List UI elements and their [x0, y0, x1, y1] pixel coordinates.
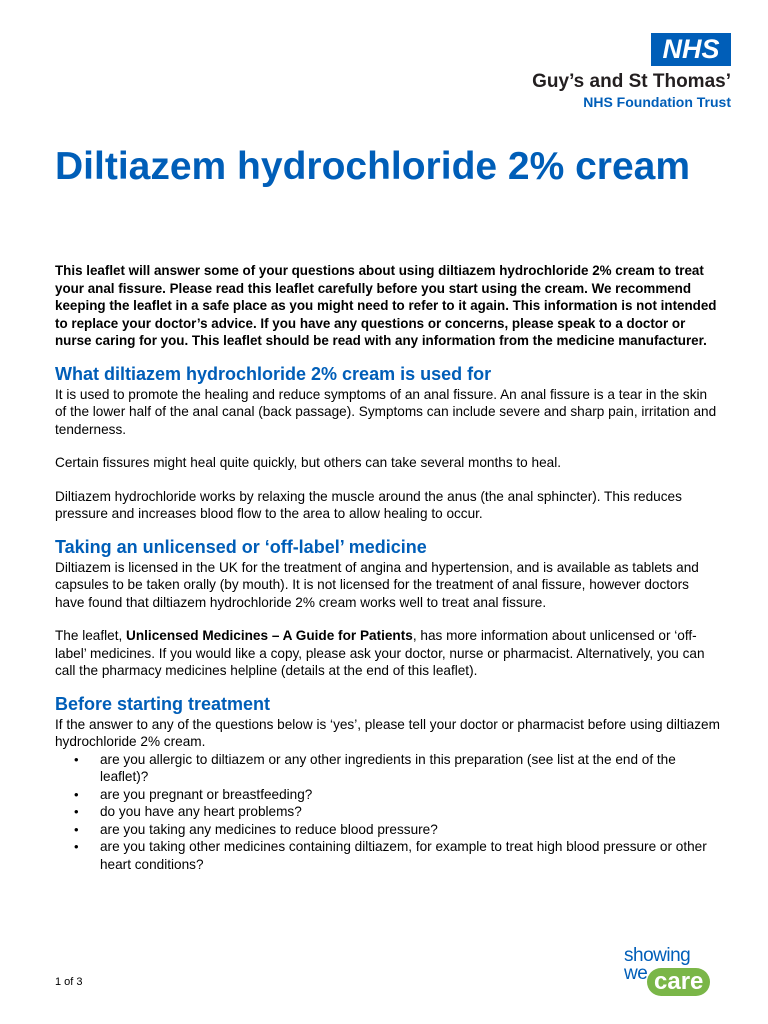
- bullet-icon: •: [74, 751, 79, 767]
- page-title: Diltiazem hydrochloride 2% cream: [55, 145, 691, 188]
- list-item: [74, 838, 720, 873]
- trust-subtitle: NHS Foundation Trust: [583, 94, 731, 110]
- list-item-text: are you allergic to diltiazem or any other ingredients in this preparation (see list at the end of the leaflet)?: [100, 751, 676, 784]
- list-item-text: are you taking any medicines to reduce blood pressure?: [100, 821, 438, 837]
- unlicensed-paragraph-1: Diltiazem is licensed in the UK for the treatment of angina and hypertension, and is available as tablets and capsules to be taken orally (by mouth). It is not licensed for the treatment of anal fissure, however doctors have found that diltiazem hydrochloride 2% cream works well to treat anal fissure.: [55, 559, 699, 610]
- trust-name: Guy’s and St Thomas’: [532, 71, 731, 92]
- logo-text-care: care: [647, 968, 710, 996]
- unlicensed-paragraph-2: [55, 627, 720, 680]
- page-number: 1 of 3: [55, 976, 83, 988]
- list-item-text: are you taking other medicines containing diltiazem, for example to treat high blood pressure or other heart conditions?: [100, 839, 707, 872]
- intro-paragraph: This leaflet will answer some of your questions about using diltiazem hydrochloride 2% cream to treat your anal fissure. Please read this leaflet carefully before you start using the cream. We recommend keeping the leaflet in a safe place as you might need to refer to it again. This information is not intended to replace your doctor’s advice. If you have any questions or concerns, please speak to a doctor or nurse caring for you. This leaflet should be read with any information from the medicine manufacturer.: [55, 263, 717, 348]
- used-for-paragraph-1: It is used to promote the healing and reduce symptoms of an anal fissure. An anal fissure is a tear in the skin of the lower half of the anal canal (back passage). Symptoms can include severe and sharp pain, irritation and tenderness.: [55, 386, 717, 437]
- logo-text-showing: showing: [624, 945, 691, 966]
- list-item-text: are you pregnant or breastfeeding?: [100, 786, 313, 802]
- section-heading-unlicensed: Taking an unlicensed or ‘off-label’ medicine: [55, 536, 427, 557]
- unlicensed-text-before: The leaflet,: [55, 628, 127, 643]
- section-heading-before: Before starting treatment: [55, 693, 271, 714]
- bullet-icon: •: [74, 786, 79, 802]
- list-item-text: do you have any heart problems?: [100, 804, 302, 819]
- section-heading-used-for: What diltiazem hydrochloride 2% cream is used for: [55, 363, 492, 384]
- used-for-paragraph-3: Diltiazem hydrochloride works by relaxing the muscle around the anus (the anal sphincter). This reduces pressure and increases blood flow to the area to allow healing to occur.: [55, 488, 682, 521]
- showing-we-care-logo: [624, 945, 719, 1000]
- list-item: [74, 786, 720, 804]
- leaflet-body: [55, 262, 720, 873]
- bullet-icon: •: [74, 804, 79, 819]
- list-item: [74, 751, 720, 786]
- bullet-icon: •: [74, 839, 79, 854]
- used-for-paragraph-2: Certain fissures might heal quite quickly, but others can take several months to heal.: [55, 455, 561, 470]
- question-list: [55, 751, 720, 874]
- bullet-icon: •: [74, 821, 79, 837]
- list-item: [74, 821, 720, 839]
- guide-title: Unlicensed Medicines – A Guide for Patients: [126, 628, 413, 643]
- logo-text-we: we: [624, 963, 648, 984]
- nhs-logo: NHS: [651, 33, 731, 66]
- unlicensed-text-after: , has more information about unlicensed or ‘off-label’ medicines. If you would like a copy, please ask your doctor, nurse or pharmacist. Alternatively, you can call the pharmacy medicines helpline (details at the end of this leaflet).: [55, 628, 705, 678]
- list-item: [74, 803, 720, 821]
- before-paragraph: If the answer to any of the questions below is ‘yes’, please tell your doctor or pharmacist before using diltiazem hydrochloride 2% cream.: [55, 716, 720, 749]
